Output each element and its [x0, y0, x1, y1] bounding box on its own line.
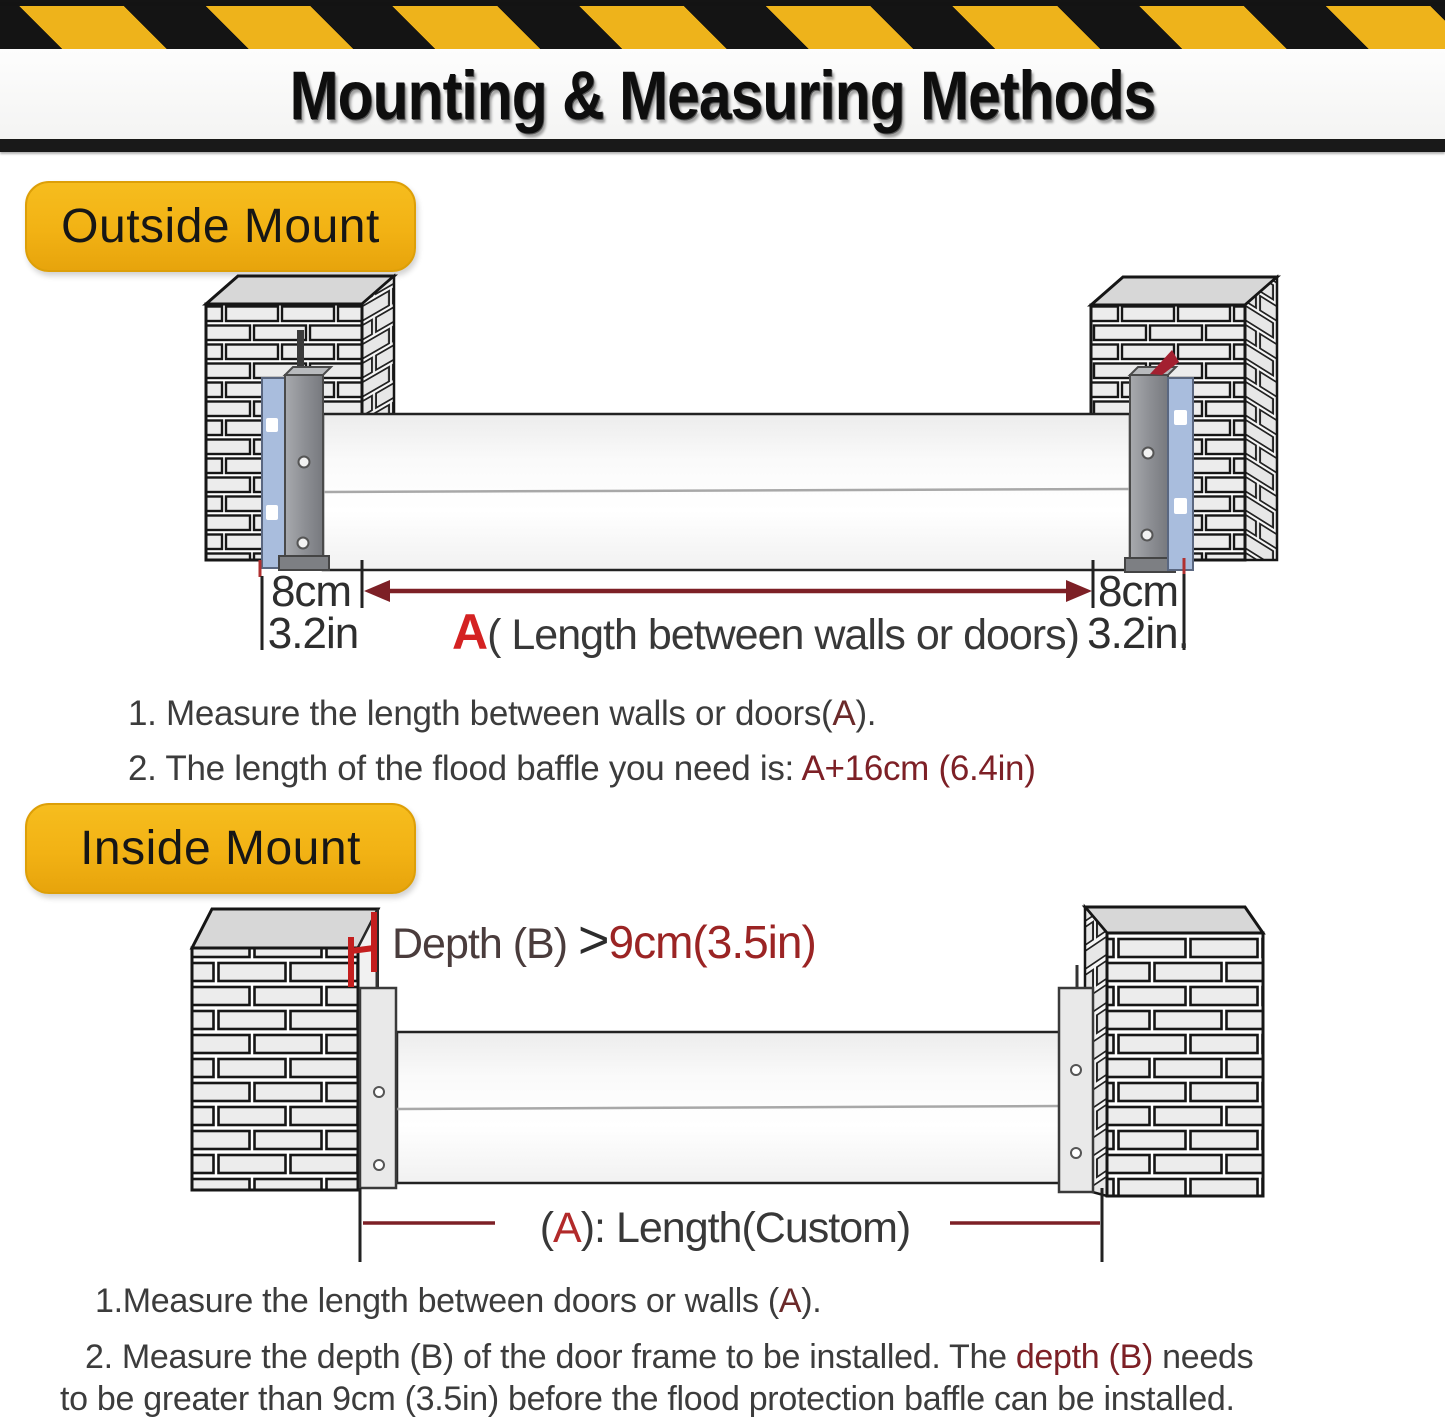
outside-instructions — [128, 694, 1036, 804]
screw — [1071, 1148, 1081, 1158]
outside-mount-badge-label: Outside Mount — [61, 200, 380, 253]
pillar-side-face — [1245, 277, 1277, 560]
seal-strip — [262, 378, 285, 568]
outside-step-1: 1. Measure the length between walls or doors(A). — [128, 694, 877, 733]
inside-right-bracket — [1059, 965, 1093, 1192]
inside-right-pillar — [1085, 907, 1263, 1196]
outside-left-dimension — [260, 560, 362, 658]
strip-hole — [266, 418, 278, 432]
strip-hole — [266, 505, 278, 520]
screw — [374, 1087, 384, 1097]
right-cm-label: 8cm — [1097, 567, 1179, 616]
inside-mount-badge-label: Inside Mount — [80, 822, 361, 875]
left-cm-label: 8cm — [270, 567, 352, 616]
inside-mount-badge — [25, 803, 416, 894]
outside-mount-badge — [25, 181, 416, 272]
arrow-head-left-icon — [364, 580, 390, 602]
screw — [299, 457, 310, 468]
left-inch-label: 3.2in — [267, 609, 359, 658]
inside-instructions — [60, 1282, 1253, 1419]
outside-right-dimension — [1087, 558, 1189, 658]
seal-strip — [1168, 378, 1193, 570]
header-divider-bar — [0, 139, 1445, 152]
screw — [298, 538, 309, 549]
outside-left-bracket — [262, 367, 331, 570]
inside-left-bracket — [360, 988, 396, 1188]
hazard-stripe-band — [0, 6, 1445, 49]
right-inch-label: 3.2in. — [1087, 609, 1189, 658]
outside-step-2: 2. The length of the flood baffle you need is: A+16cm (6.4in) — [128, 749, 1036, 788]
pillar-front-face — [192, 948, 358, 1190]
outside-right-bracket — [1125, 350, 1193, 572]
screw — [1143, 448, 1154, 459]
outside-baffle-panel — [323, 414, 1130, 570]
strip-hole — [1174, 498, 1187, 514]
inside-step-1: 1.Measure the length between doors or walls (A). — [95, 1282, 822, 1320]
bracket-channel — [1059, 988, 1093, 1192]
inside-length-label: (A): Length(Custom) — [539, 1204, 911, 1252]
inside-step-2-line-1: 2. Measure the depth (B) of the door frame to be installed. The depth (B) needs — [85, 1338, 1254, 1376]
pillar-top-cap — [1085, 907, 1263, 933]
page-title: Mounting & Measuring Methods — [289, 57, 1156, 134]
bracket-top — [285, 367, 331, 375]
outside-mount-diagram — [0, 265, 1445, 690]
outside-span-label: A( Length between walls or doors) — [452, 604, 1079, 660]
inside-baffle-panel — [397, 1032, 1060, 1183]
strip-hole — [1174, 410, 1187, 425]
inside-mount-diagram — [0, 888, 1445, 1273]
screw — [1071, 1065, 1081, 1075]
inside-step-2-line-2: to be greater than 9cm (3.5in) before the flood protection baffle can be installed. — [60, 1380, 1235, 1418]
pillar-front-face — [1107, 933, 1263, 1196]
outside-span-arrow — [364, 580, 1092, 602]
depth-label: Depth (B) >9cm(3.5in) — [392, 910, 816, 970]
arrow-head-right-icon — [1066, 580, 1092, 602]
screw — [374, 1160, 384, 1170]
screw — [1142, 530, 1153, 541]
